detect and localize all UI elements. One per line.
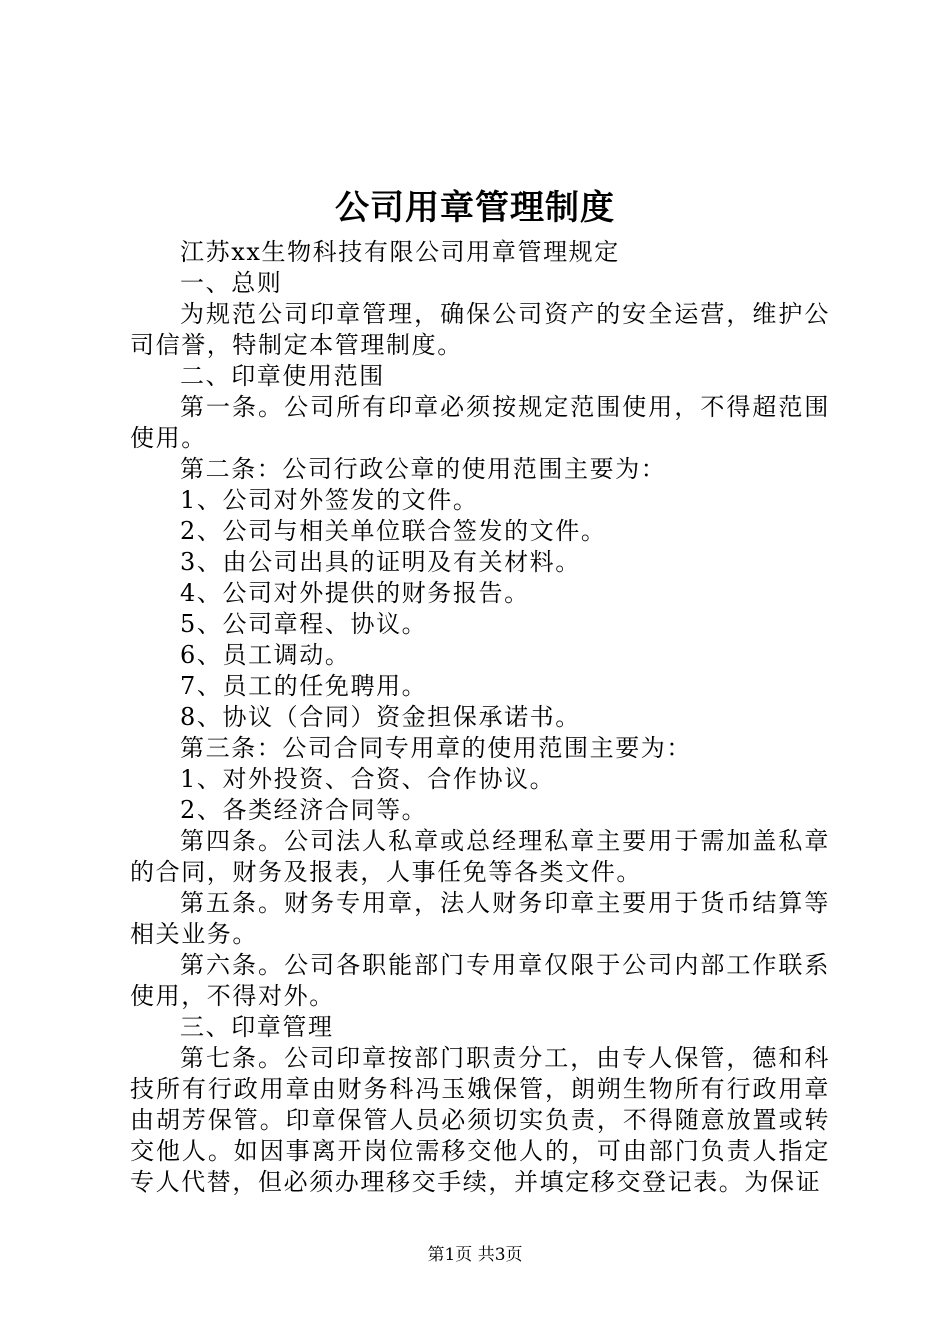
paragraph: 一、总则 [180, 269, 283, 297]
paragraph: 3、由公司出具的证明及有关材料。 [180, 548, 581, 576]
paragraph: 1、对外投资、合资、合作协议。 [180, 765, 556, 793]
paragraph: 第五条。财务专用章，法人财务印章主要用于货币结算等相关业务。 [130, 889, 830, 948]
paragraph: 第六条。公司各职能部门专用章仅限于公司内部工作联系使用，不得对外。 [130, 951, 830, 1010]
paragraph: 5、公司章程、协议。 [180, 610, 428, 638]
paragraph: 8、协议（合同）资金担保承诺书。 [180, 703, 581, 731]
paragraph: 第四条。公司法人私章或总经理私章主要用于需加盖私章的合同，财务及报表，人事任免等各类文件。 [130, 827, 830, 886]
paragraph: 2、各类经济合同等。 [180, 796, 428, 824]
page-number-footer: 第1页 共3页 [427, 1245, 523, 1265]
paragraph: 第二条：公司行政公章的使用范围主要为： [180, 455, 667, 483]
paragraph: 2、公司与相关单位联合签发的文件。 [180, 517, 607, 545]
paragraph: 三、印章管理 [180, 1013, 334, 1041]
paragraph: 为规范公司印章管理，确保公司资产的安全运营，维护公司信誉，特制定本管理制度。 [130, 300, 830, 359]
paragraph: 4、公司对外提供的财务报告。 [180, 579, 530, 607]
paragraph: 第一条。公司所有印章必须按规定范围使用，不得超范围使用。 [130, 393, 830, 452]
paragraph: 第七条。公司印章按部门职责分工，由专人保管，德和科技所有行政用章由财务科冯玉娥保管，朗朔生物所有行政用章由胡芳保管。印章保管人员必须切实负责，不得随意放置或转交他人。如因事离开岗位需移交他人的，可由部门负责人指定专人代替，但必须办理移交手续，并填定移交登记表。为保证 [130, 1044, 830, 1196]
paragraph: 江苏xx生物科技有限公司用章管理规定 [180, 238, 620, 266]
paragraph: 二、印章使用范围 [180, 362, 385, 390]
paragraph: 1、公司对外签发的文件。 [180, 486, 479, 514]
document-body [130, 237, 830, 1198]
document-title: 公司用章管理制度 [335, 188, 615, 228]
paragraph: 第三条：公司合同专用章的使用范围主要为： [180, 734, 692, 762]
paragraph: 7、员工的任免聘用。 [180, 672, 428, 700]
paragraph: 6、员工调动。 [180, 641, 351, 669]
